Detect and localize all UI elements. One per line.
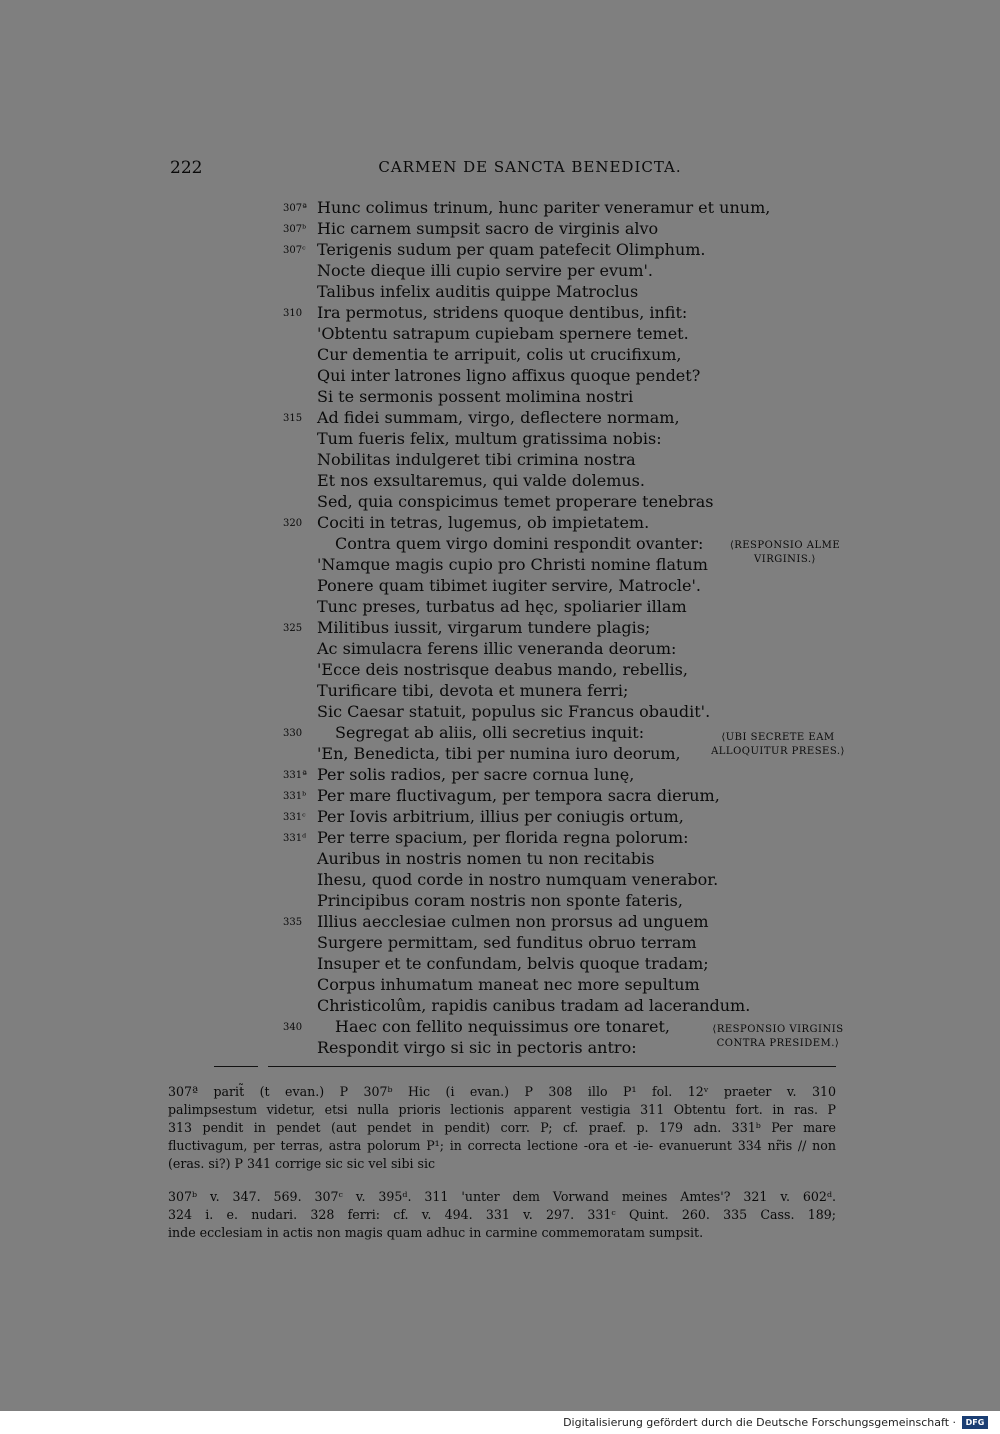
verse-text: Nocte dieque illi cupio servire per evum'. [317,261,654,280]
verse-text: Cociti in tetras, lugemus, ob impietatem. [317,513,650,532]
verse-line [0,428,1000,449]
verse-number: 340 [283,1022,303,1033]
verse-line [0,386,1000,407]
side-note-responsio [715,539,855,567]
verse-line [0,596,1000,617]
verse-text: Terigenis sudum per quam patefecit Olimphum. [317,240,706,259]
verse-text: Per solis radios, per sacre cornua lunę, [317,765,635,784]
verse-text: Respondit virgo si sic in pectoris antro: [317,1038,637,1057]
side-note-line: ⟨RESPONSIO ALME [729,540,841,551]
verse-number: 331ᵈ [283,833,307,844]
verse-text: Sed, quia conspicimus temet properare tenebras [317,492,714,511]
verse-line [0,302,1000,323]
verse-number: 315 [283,413,303,424]
running-title: CARMEN DE SANCTA BENEDICTA. [378,158,682,176]
apparatus-line: fluctivagum, per terras, astra polorum P¹; in correcta lectione -ora et -ie- evanuerunt 334 nr̃is // non [168,1138,836,1153]
verse-line [0,785,1000,806]
verse-line [0,911,1000,932]
verse-text: 'Ecce deis nostrisque deabus mando, rebellis, [317,660,688,679]
verse-number: 331ᶜ [283,812,306,823]
verse-text: Illius aecclesiae culmen non prorsus ad unguem [317,912,709,931]
verse-line [0,848,1000,869]
verse-line [0,890,1000,911]
verse-line [0,575,1000,596]
verse-text: Per Iovis arbitrium, illius per coniugis ortum, [317,807,684,826]
verse-line [0,470,1000,491]
verse-line [0,764,1000,785]
verse-text: Nobilitas indulgeret tibi crimina nostra [317,450,636,469]
side-note-secrete [708,731,848,759]
side-note-contra-presidem [708,1023,848,1051]
verse-number: 320 [283,518,303,529]
verse-block [0,197,1000,1058]
verse-line [0,722,1000,743]
verse-number: 331ª [283,770,307,781]
verse-line [0,953,1000,974]
verse-text: Contra quem virgo domini respondit ovanter: [335,534,704,553]
verse-text: Per mare fluctivagum, per tempora sacra dierum, [317,786,720,805]
verse-text: Tum fueris felix, multum gratissima nobis: [317,429,662,448]
verse-text: Sic Caesar statuit, populus sic Francus obaudit'. [317,702,711,721]
source-line: 324 i. e. nudari. 328 ferri: cf. v. 494. 331 v. 297. 331ᶜ Quint. 260. 335 Cass. 189; [168,1207,836,1222]
verse-text: Cur dementia te arripuit, colis ut crucifixum, [317,345,682,364]
verse-line [0,218,1000,239]
apparatus-fontium [168,1188,836,1242]
verse-line [0,617,1000,638]
apparatus-line: 307ª parit̃ (t evan.) P 307ᵇ Hic (i evan.) P 308 illo P¹ fol. 12ᵛ praeter v. 310 [168,1084,836,1099]
source-line: inde ecclesiam in actis non magis quam adhuc in carmine commemoratam sumpsit. [168,1225,704,1240]
verse-text: 'Obtentu satrapum cupiebam spernere temet. [317,324,689,343]
verse-line [0,407,1000,428]
footnote-rule-right [268,1066,836,1067]
side-note-line: ⟨UBI SECRETE EAM [721,732,835,743]
source-line: 307ᵇ v. 347. 569. 307ᶜ v. 395ᵈ. 311 'unter dem Vorwand meines Amtes'? 321 v. 602ᵈ. [168,1189,836,1204]
verse-text: 'Namque magis cupio pro Christi nomine flatum [317,555,708,574]
verse-text: Ihesu, quod corde in nostro numquam venerabor. [317,870,719,889]
apparatus-criticus [168,1083,836,1173]
side-note-line: VIRGINIS.⟩ [754,554,816,565]
verse-line [0,365,1000,386]
verse-line [0,512,1000,533]
funding-credit: Digitalisierung gefördert durch die Deutsche Forschungsgemeinschaft · [563,1416,956,1429]
verse-text: Hunc colimus trinum, hunc pariter veneramur et unum, [317,198,771,217]
verse-text: Ponere quam tibimet iugiter servire, Matrocle'. [317,576,701,595]
apparatus-line: 313 pendit in pendet (aut pendet in pendit) corr. P; cf. praef. p. 179 adn. 331ᵇ Per mare [168,1120,836,1135]
verse-text: Christicolûm, rapidis canibus tradam ad lacerandum. [317,996,751,1015]
verse-line [0,869,1000,890]
verse-number: 307ᵇ [283,224,307,235]
verse-number: 307ª [283,203,307,214]
verse-line [0,260,1000,281]
apparatus-line: (eras. si?) P 341 corrige sic sic vel sibi sic [168,1156,436,1171]
verse-text: Si te sermonis possent molimina nostri [317,387,634,406]
verse-text: Hic carnem sumpsit sacro de virginis alvo [317,219,659,238]
verse-text: Ira permotus, stridens quoque dentibus, infit: [317,303,688,322]
verse-line [0,281,1000,302]
apparatus-line: palimpsestum videtur, etsi nulla prioris lectionis apparent vestigia 311 Obtentu fort. in ras. P [168,1102,836,1117]
verse-number: 331ᵇ [283,791,307,802]
verse-text: Insuper et te confundam, belvis quoque tradam; [317,954,709,973]
verse-text: Ad fidei summam, virgo, deflectere normam, [317,408,680,427]
verse-line [0,932,1000,953]
verse-line [0,323,1000,344]
verse-line [0,197,1000,218]
verse-line [0,743,1000,764]
verse-number: 325 [283,623,303,634]
side-note-line: ALLOQUITUR PRESES.⟩ [711,746,845,757]
verse-line [0,680,1000,701]
footnote-rule-left [214,1066,258,1067]
verse-line [0,995,1000,1016]
verse-text: Et nos exsultaremus, qui valde dolemus. [317,471,645,490]
verse-text: Talibus infelix auditis quippe Matroclus [317,282,639,301]
verse-number: 335 [283,917,303,928]
verse-line [0,806,1000,827]
verse-line [0,1016,1000,1037]
verse-text: Corpus inhumatum maneat nec more sepultum [317,975,700,994]
verse-text: Principibus coram nostris non sponte fateris, [317,891,683,910]
verse-line [0,239,1000,260]
verse-text: Per terre spacium, per florida regna polorum: [317,828,689,847]
side-note-line: ⟨RESPONSIO VIRGINIS [712,1024,844,1035]
verse-text: Qui inter latrones ligno affixus quoque pendet? [317,366,701,385]
verse-text: Haec con fellito nequissimus ore tonaret, [335,1017,671,1036]
verse-line [0,659,1000,680]
verse-number: 307ᶜ [283,245,306,256]
verse-number: 330 [283,728,303,739]
verse-text: Ac simulacra ferens illic veneranda deorum: [317,639,677,658]
verse-line [0,344,1000,365]
footer-bar [0,1411,1000,1434]
verse-number: 310 [283,308,303,319]
dfg-logo-icon: DFG [962,1416,988,1429]
verse-line [0,827,1000,848]
verse-line [0,638,1000,659]
verse-text: Surgere permittam, sed funditus obruo terram [317,933,697,952]
page-number: 222 [170,158,203,178]
verse-text: 'En, Benedicta, tibi per numina iuro deorum, [317,744,681,763]
verse-line [0,449,1000,470]
verse-text: Auribus in nostris nomen tu non recitabis [317,849,655,868]
verse-line [0,701,1000,722]
verse-text: Tunc preses, turbatus ad hęc, spoliarier illam [317,597,687,616]
verse-text: Militibus iussit, virgarum tundere plagis; [317,618,651,637]
verse-text: Segregat ab aliis, olli secretius inquit: [335,723,645,742]
verse-line [0,1037,1000,1058]
verse-line [0,974,1000,995]
verse-line [0,491,1000,512]
side-note-line: CONTRA PRESIDEM.⟩ [716,1038,840,1049]
verse-text: Turificare tibi, devota et munera ferri; [317,681,629,700]
